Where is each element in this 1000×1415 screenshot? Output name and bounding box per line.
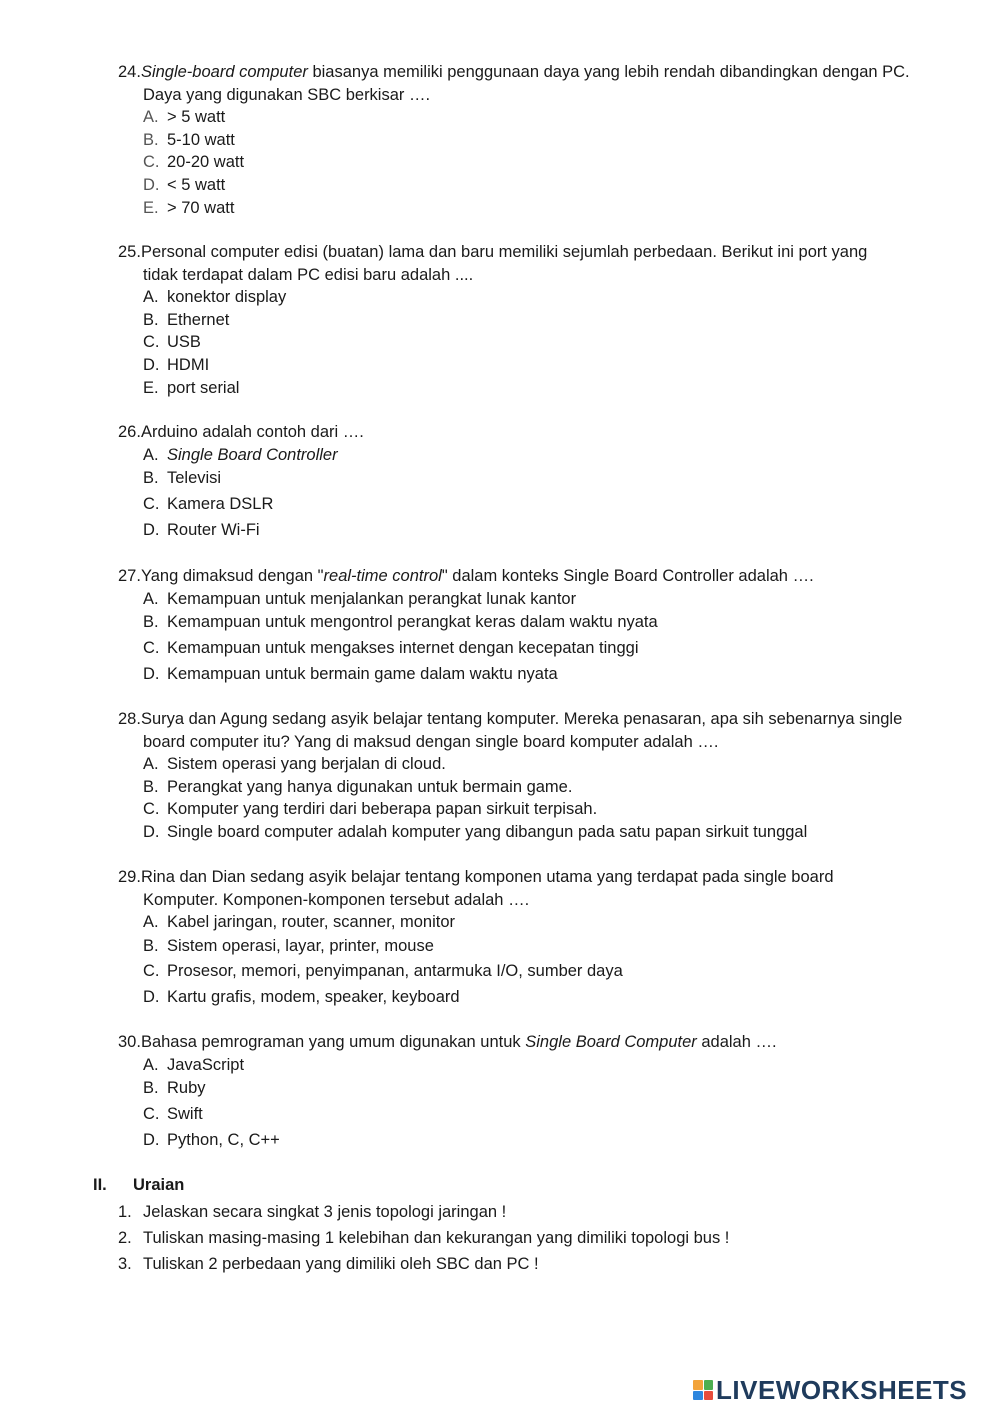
option-c	[143, 1102, 938, 1128]
option-text: 20-20 watt	[167, 153, 245, 172]
essay-number: 3.	[118, 1255, 132, 1273]
option-letter: C.	[143, 800, 160, 819]
stem-text: Personal computer edisi (buatan) lama dan baru memiliki sejumlah perbedaan. Berikut ini port yang	[140, 243, 868, 261]
section-heading	[93, 1174, 184, 1196]
option-d	[143, 662, 938, 688]
liveworksheets-mark-icon	[693, 1380, 713, 1400]
question-number: 25.	[118, 243, 141, 261]
option-a	[143, 588, 938, 611]
question-28	[118, 708, 938, 844]
question-number: 29.	[118, 868, 141, 886]
option-text: Kamera DSLR	[167, 494, 274, 513]
option-b	[143, 309, 938, 332]
option-b	[143, 776, 938, 799]
question-stem	[118, 61, 938, 106]
option-letter: B.	[143, 130, 159, 149]
question-stem	[118, 421, 938, 444]
section-number: II.	[93, 1176, 107, 1194]
option-letter: C.	[143, 333, 160, 352]
option-letter: D.	[143, 356, 160, 375]
option-c	[143, 151, 938, 174]
option-c	[143, 331, 938, 354]
option-d	[143, 1128, 938, 1154]
option-letter: B.	[143, 1079, 159, 1097]
essay-number: 1.	[118, 1203, 132, 1221]
options-list	[118, 1054, 938, 1154]
option-text: Kemampuan untuk mengakses internet dengan kecepatan tinggi	[167, 638, 639, 657]
option-letter: A.	[143, 108, 159, 126]
option-letter: D.	[143, 988, 160, 1007]
stem-text: tidak terdapat dalam PC edisi baru adalah ....	[143, 265, 474, 284]
option-d	[143, 174, 938, 197]
option-c	[143, 636, 938, 662]
options-list	[118, 444, 938, 544]
option-letter: B.	[143, 310, 159, 329]
option-d	[143, 985, 938, 1011]
stem-text: Bahasa pemrograman yang umum digunakan untuk	[140, 1033, 526, 1051]
essay-number: 2.	[118, 1229, 132, 1247]
option-text: Kemampuan untuk menjalankan perangkat lunak kantor	[167, 589, 577, 608]
stem-italic: real-time control	[323, 567, 442, 585]
option-text: Single board computer adalah komputer yang dibangun pada satu papan sirkuit tunggal	[167, 823, 808, 842]
option-letter: A.	[143, 589, 159, 608]
options-list	[118, 286, 938, 400]
option-letter: E.	[143, 198, 159, 217]
option-text: Prosesor, memori, penyimpanan, antarmuka I/O, sumber daya	[167, 962, 623, 981]
option-text: port serial	[167, 378, 240, 397]
question-number: 30.	[118, 1033, 141, 1051]
question-number: 27.	[118, 567, 141, 585]
essay-item	[118, 1225, 729, 1251]
essay-text: Tuliskan 2 perbedaan yang dimiliki oleh SBC dan PC !	[143, 1255, 539, 1273]
stem-italic: Single Board Computer	[525, 1033, 697, 1051]
question-29	[118, 866, 938, 1011]
option-text: 5-10 watt	[167, 130, 235, 149]
option-b	[143, 934, 938, 960]
option-text: > 70 watt	[167, 198, 235, 217]
option-d	[143, 821, 938, 844]
option-c	[143, 959, 938, 985]
essay-item	[118, 1251, 729, 1277]
option-a	[143, 106, 938, 129]
option-a	[143, 753, 938, 776]
question-27	[118, 565, 938, 687]
options-list	[118, 911, 938, 1011]
question-24	[118, 61, 938, 220]
option-text: Kartu grafis, modem, speaker, keyboard	[167, 988, 460, 1007]
option-b	[143, 610, 938, 636]
option-letter: B.	[143, 777, 159, 796]
option-text: HDMI	[167, 356, 210, 375]
question-30	[118, 1031, 938, 1153]
stem-italic: Single-board computer	[140, 63, 308, 81]
section-title: Uraian	[133, 1176, 185, 1194]
option-e	[143, 377, 938, 400]
option-text: Kemampuan untuk mengontrol perangkat keras dalam waktu nyata	[167, 613, 658, 631]
question-number: 26.	[118, 423, 141, 441]
stem-text: Surya dan Agung sedang asyik belajar tentang komputer. Mereka penasaran, apa sih sebenarnya single	[140, 710, 903, 728]
option-c	[143, 492, 938, 518]
option-text: Komputer yang terdiri dari beberapa papan sirkuit terpisah.	[167, 800, 598, 819]
option-a	[143, 444, 938, 467]
option-text: Ruby	[167, 1079, 206, 1097]
question-stem	[118, 866, 938, 911]
essay-item	[118, 1199, 729, 1225]
option-letter: C.	[143, 494, 160, 513]
option-letter: D.	[143, 176, 160, 195]
option-letter: A.	[143, 445, 159, 464]
option-text: Single Board Controller	[167, 445, 338, 464]
option-letter: A.	[143, 288, 159, 306]
option-text: Python, C, C++	[167, 1130, 280, 1149]
option-text: Perangkat yang hanya digunakan untuk bermain game.	[167, 777, 573, 796]
option-letter: B.	[143, 936, 159, 955]
question-25	[118, 241, 938, 400]
options-list	[118, 588, 938, 688]
essay-text: Jelaskan secara singkat 3 jenis topologi jaringan !	[143, 1203, 507, 1221]
option-text: Sistem operasi, layar, printer, mouse	[167, 936, 434, 955]
option-letter: D.	[143, 823, 160, 842]
option-d	[143, 354, 938, 377]
option-text: Televisi	[167, 469, 222, 487]
stem-text: Daya yang digunakan SBC berkisar ….	[143, 85, 431, 104]
stem-text: board computer itu? Yang di maksud dengan single board komputer adalah ….	[143, 732, 719, 751]
liveworksheets-logo	[693, 1377, 967, 1403]
stem-text: Arduino adalah contoh dari ….	[140, 423, 364, 441]
option-letter: D.	[143, 1130, 160, 1149]
option-letter: B.	[143, 469, 159, 487]
stem-text: Rina dan Dian sedang asyik belajar tentang komponen utama yang terdapat pada single board	[140, 868, 834, 886]
option-text: > 5 watt	[167, 108, 226, 126]
option-c	[143, 798, 938, 821]
question-26	[118, 421, 938, 543]
question-stem	[118, 565, 938, 588]
option-text: Kemampuan untuk bermain game dalam waktu nyata	[167, 664, 558, 683]
option-letter: C.	[143, 1104, 160, 1123]
option-letter: E.	[143, 378, 159, 397]
option-text: Swift	[167, 1104, 203, 1123]
option-text: Sistem operasi yang berjalan di cloud.	[167, 755, 446, 773]
option-b	[143, 129, 938, 152]
option-text: Ethernet	[167, 310, 230, 329]
stem-text: Yang dimaksud dengan "	[140, 567, 324, 585]
option-letter: D.	[143, 664, 160, 683]
question-stem	[118, 708, 938, 753]
option-text: USB	[167, 333, 201, 352]
stem-text: Komputer. Komponen-komponen tersebut adalah ….	[143, 890, 530, 909]
option-letter: C.	[143, 153, 160, 172]
stem-text: " dalam konteks Single Board Controller adalah ….	[441, 567, 814, 585]
option-e	[143, 197, 938, 220]
option-text: Router Wi-Fi	[167, 520, 260, 539]
option-a	[143, 1054, 938, 1077]
options-list	[118, 106, 938, 220]
stem-text: adalah ….	[696, 1033, 777, 1051]
option-text: JavaScript	[167, 1055, 245, 1074]
question-stem	[118, 241, 938, 286]
option-text: konektor display	[167, 288, 287, 306]
option-text: < 5 watt	[167, 176, 226, 195]
stem-text: biasanya memiliki penggunaan daya yang lebih rendah dibandingkan dengan PC.	[307, 63, 910, 81]
option-letter: C.	[143, 638, 160, 657]
question-number: 28.	[118, 710, 141, 728]
option-letter: A.	[143, 755, 159, 773]
option-text: Kabel jaringan, router, scanner, monitor	[167, 913, 456, 931]
logo-text: LIVEWORKSHEETS	[716, 1375, 968, 1405]
option-letter: A.	[143, 913, 159, 931]
option-a	[143, 286, 938, 309]
question-stem	[118, 1031, 938, 1054]
question-number: 24.	[118, 63, 141, 81]
option-letter: A.	[143, 1055, 159, 1074]
essay-list	[118, 1199, 729, 1277]
option-b	[143, 1076, 938, 1102]
options-list	[118, 753, 938, 844]
option-d	[143, 518, 938, 544]
option-letter: D.	[143, 520, 160, 539]
option-letter: B.	[143, 613, 159, 631]
essay-text: Tuliskan masing-masing 1 kelebihan dan kekurangan yang dimiliki topologi bus !	[143, 1229, 730, 1247]
option-b	[143, 466, 938, 492]
option-letter: C.	[143, 962, 160, 981]
option-a	[143, 911, 938, 934]
